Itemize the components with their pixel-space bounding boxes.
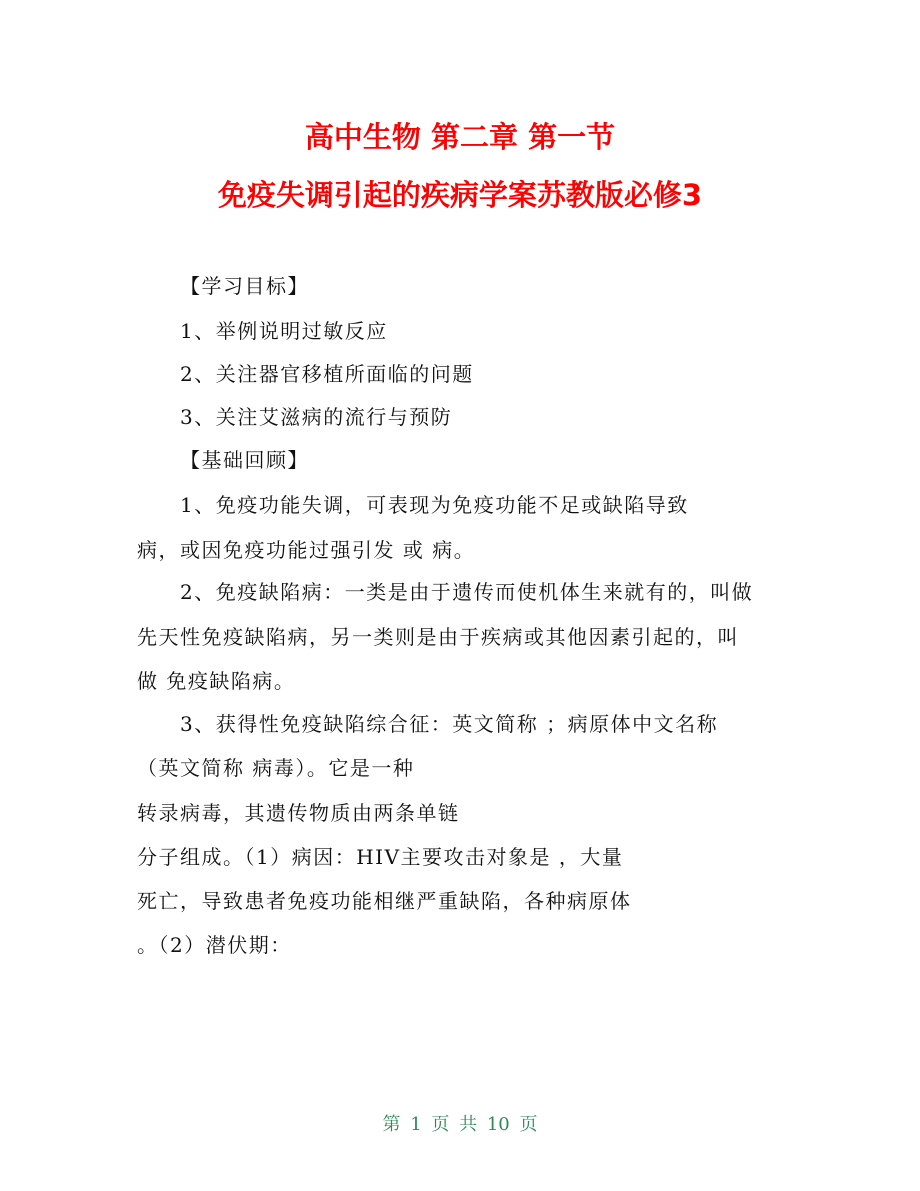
goal-item-2: 2、关注器官移植所面临的问题 xyxy=(180,362,474,386)
document-title-line-2: 免疫失调引起的疾病学案苏教版必修3 xyxy=(217,178,703,212)
section-heading-basic-review: 【基础回顾】 xyxy=(180,448,309,472)
paragraph-line: 分子组成。（1）病因：HIV主要攻击对象是 ，大量 xyxy=(137,845,624,869)
paragraph-line: （英文简称 病毒）。它是一种 xyxy=(137,756,415,780)
paragraph-line: 3、获得性免疫缺陷综合征：英文简称 ；病原体中文名称 xyxy=(180,712,719,736)
paragraph-line: 做 免疫缺陷病。 xyxy=(137,669,296,693)
paragraph-line: 病，或因免疫功能过强引发 或 病。 xyxy=(137,538,476,562)
paragraph-line: 转录病毒，其遗传物质由两条单链 xyxy=(137,801,460,825)
document-title-line-1: 高中生物 第二章 第一节 xyxy=(304,120,616,154)
paragraph-line: 死亡，导致患者免疫功能相继严重缺陷，各种病原体 xyxy=(137,889,632,913)
goal-item-1: 1、举例说明过敏反应 xyxy=(180,319,388,343)
page-number-footer: 第 1 页 共 10 页 xyxy=(382,1114,538,1135)
paragraph-line: 2、免疫缺陷病：一类是由于遗传而使机体生来就有的，叫做 xyxy=(180,580,754,604)
paragraph-line: 先天性免疫缺陷病，另一类则是由于疾病或其他因素引起的，叫 xyxy=(137,625,739,649)
paragraph-line: 。（2）潜伏期： xyxy=(137,933,292,957)
section-heading-learning-goals: 【学习目标】 xyxy=(180,274,309,298)
goal-item-3: 3、关注艾滋病的流行与预防 xyxy=(180,405,453,429)
paragraph-line: 1、免疫功能失调，可表现为免疫功能不足或缺陷导致 xyxy=(180,493,689,517)
